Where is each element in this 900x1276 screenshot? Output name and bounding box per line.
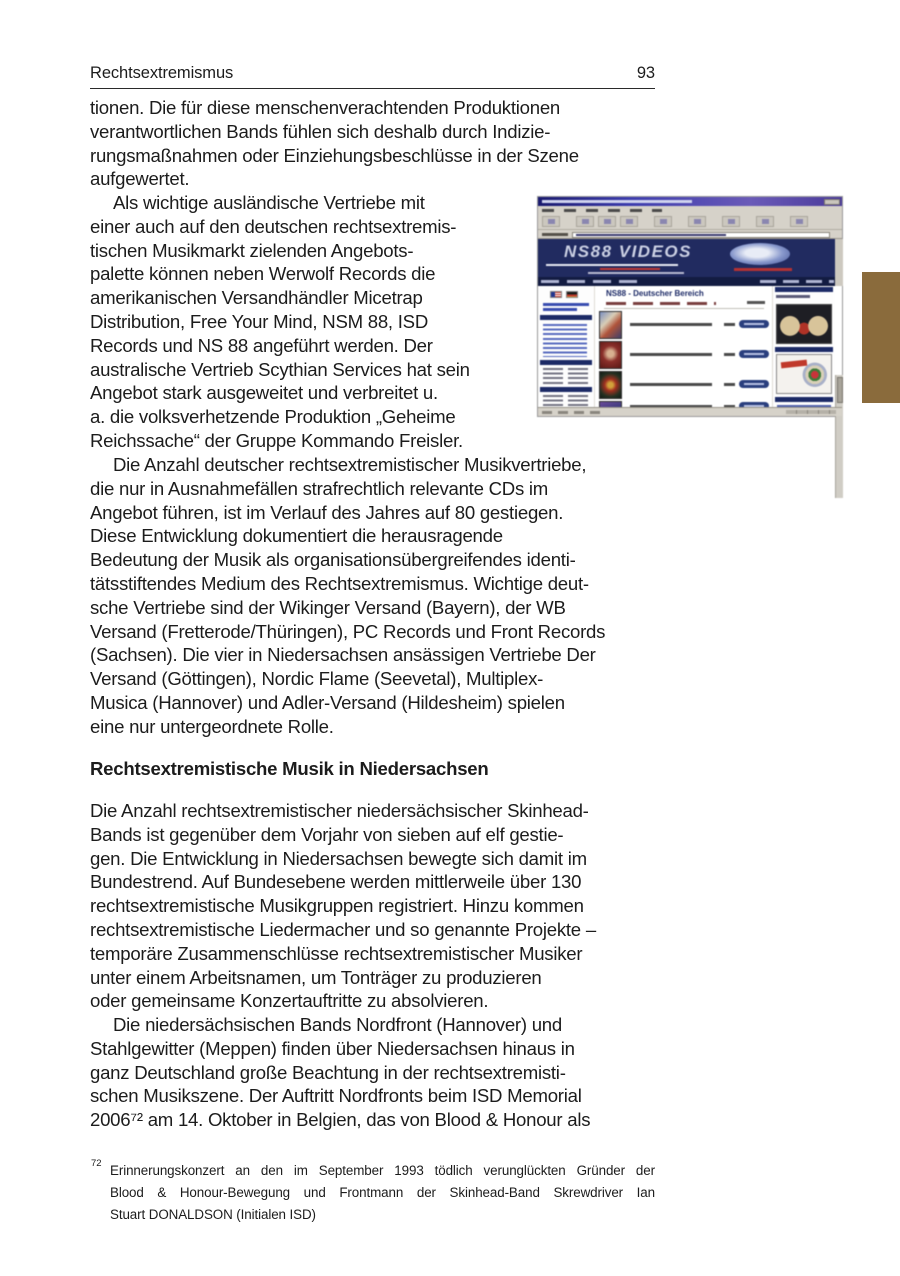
- order-button: [739, 350, 769, 358]
- chapter-edge-tab: [862, 272, 900, 403]
- sidebar-section-header: [540, 315, 592, 320]
- paragraph-2: Als wichtige ausländische Vertriebe mit einer auch auf den deutschen rechtsextremis- tischen Musikmarkt zielenden Angebots- palette können neben Werwolf Records die amerikanischen Versandhändler Micetrap Distribution, Free Your Mind, NSM 88, ISD Records und NS 88 angeführt werden. Der australische Vertrieb Scythian Services hat sein Angebot stark ausgeweitet und verbreitet u. a. die volksverhetzende Produktion „Geheime Reichssache“ der Gruppe Kommando Freisler.: [90, 192, 470, 451]
- browser-toolbar: [538, 214, 842, 230]
- sidebar-link: [543, 308, 577, 311]
- product-title: [630, 383, 712, 386]
- browser-title-bar: [538, 197, 842, 206]
- page-header: [90, 64, 655, 89]
- sidebar-section-header: [540, 360, 592, 365]
- sidebar-two-column-list: [568, 395, 588, 407]
- site-content: [538, 286, 842, 409]
- us-flag-icon: [550, 291, 562, 298]
- header-page-number: 93: [636, 64, 655, 82]
- order-button: [739, 320, 769, 328]
- nav-links-right: [760, 280, 834, 283]
- banner-tagline-2: [588, 272, 684, 275]
- browser-status-bar: [538, 407, 842, 416]
- window-control-buttons: [824, 199, 840, 205]
- sidebar-section-header: [540, 387, 592, 392]
- product-thumbnail: [599, 341, 622, 369]
- site-banner: [538, 239, 842, 277]
- website-screenshot-figure: [537, 196, 843, 417]
- sidebar-two-column-list: [543, 368, 563, 385]
- product-price: [724, 383, 735, 386]
- scrollbar-thumb: [837, 377, 843, 403]
- german-flag-icon: [566, 291, 578, 298]
- sidebar-section-header: [775, 347, 833, 352]
- header-section-title: Rechtsextremismus: [90, 64, 234, 82]
- footnote-text: Erinnerungskonzert an den im September 1993 tödlich verunglückten Gründer der Blood & Honour-Bewegung und Frontmann der Skinhead-Band Skrewdriver Ian Stuart DONALDSON (Initialen ISD): [110, 1163, 655, 1223]
- status-zone-icons: [786, 410, 836, 414]
- url-text: [576, 234, 726, 236]
- page-indicator: [747, 301, 765, 304]
- search-button-icon: [688, 216, 706, 227]
- album-cover-image: [776, 354, 832, 394]
- sidebar-section-header: [775, 397, 833, 402]
- sidebar-two-column-list: [568, 368, 588, 385]
- site-main-area: [596, 286, 771, 409]
- status-text: [542, 411, 602, 414]
- site-left-sidebar: [538, 286, 595, 409]
- paragraph-4: Die Anzahl rechtsextremistischer niedersächsischer Skinhead- Bands ist gegenüber dem Vorjahr von sieben auf elf gestie- gen. Die Entwicklung in Niedersachsen bewegte sich damit im Bundestrend. Auf Bundesebene werden mittlerweile über 130 rechtsextremistische Musikgruppen registriert. Hinzu kommen rechtsextremistische Liedermacher und so genannte Projekte – temporäre Zusammenschlüsse rechtsextremistischer Musiker unter einem Arbeitsnamen, um Tonträger zu produzieren oder gemeinsame Konzertauftritte zu absolvieren.: [90, 800, 596, 1012]
- home-button-icon: [654, 216, 672, 227]
- logo-caption: [734, 268, 792, 271]
- footnote-marker: 72: [91, 1158, 102, 1169]
- content-divider: [604, 308, 764, 309]
- page-scrollbar: [835, 375, 843, 498]
- browser-menu-bar: [538, 206, 842, 214]
- paragraph-3: Die Anzahl deutscher rechtsextremistischer Musikvertriebe, die nur in Ausnahmefällen strafrechtlich relevante CDs im Angebot führen, ist im Verlauf des Jahres auf 80 gestiegen. Diese Entwicklung dokumentiert die herausragende Bedeutung der Musik als organisationsübergreifendes identi- tätsstiftendes Medium des Rechtsextremismus. Wichtige deut- sche Vertriebe sind der Wikinger Versand (Bayern), der WB Versand (Fretterode/Thüringen), PC Records und Front Records (Sachsen). Die vier in Niedersachsen ansässigen Vertriebe Der Versand (Göttingen), Nordic Flame (Seevetal), Multiplex- Musica (Hannover) und Adler-Versand (Hildesheim) spielen eine nur untergeordnete Rolle.: [90, 454, 606, 737]
- content-subline: [606, 302, 716, 305]
- menu-items: [542, 209, 662, 212]
- print-button-icon: [790, 216, 808, 227]
- product-row: [596, 340, 771, 370]
- stop-button-icon: [598, 216, 616, 227]
- product-thumbnail: [599, 371, 622, 399]
- address-label: [542, 233, 568, 236]
- refresh-button-icon: [620, 216, 638, 227]
- product-thumbnail: [599, 311, 622, 339]
- product-row: [596, 370, 771, 400]
- product-title: [630, 323, 712, 326]
- footnote: [90, 1160, 655, 1227]
- forward-button-icon: [576, 216, 594, 227]
- banner-tagline-1: [600, 268, 660, 271]
- sidebar-link-list: [543, 324, 587, 357]
- product-title: [630, 353, 712, 356]
- product-row: [596, 310, 771, 340]
- site-right-sidebar: [772, 286, 834, 409]
- favorites-button-icon: [722, 216, 740, 227]
- browser-address-bar: [538, 230, 842, 239]
- sidebar-two-column-list: [543, 395, 563, 407]
- sidebar-text: [776, 295, 810, 298]
- address-input: [572, 232, 830, 238]
- sidebar-link: [543, 303, 589, 306]
- paragraph-1: tionen. Die für diese menschenverachtenden Produktionen verantwortlichen Bands fühlen sich deshalb durch Indizie- rungsmaßnahmen oder Einziehungsbeschlüsse in der Szene aufgewertet.: [90, 97, 579, 190]
- product-price: [724, 353, 735, 356]
- album-cover-image: [776, 304, 832, 344]
- section-heading: Rechtsextremistische Musik in Niedersachsen: [90, 758, 489, 779]
- order-button: [739, 380, 769, 388]
- site-banner-title: NS88 VIDEOS: [564, 242, 692, 261]
- banner-underline: [546, 264, 678, 266]
- site-content-heading: NS88 - Deutscher Bereich: [606, 289, 704, 298]
- red-logo-text: [781, 360, 807, 369]
- product-price: [724, 323, 735, 326]
- site-nav-strip: [538, 277, 842, 286]
- nav-links-left: [541, 280, 637, 283]
- window-scrollbar: [835, 239, 843, 286]
- back-button-icon: [542, 216, 560, 227]
- history-button-icon: [756, 216, 774, 227]
- paragraph-5: Die niedersächsischen Bands Nordfront (Hannover) und Stahlgewitter (Meppen) finden über Niedersachsen hinaus in ganz Deutschland große Beachtung in der rechtsextremisti- schen Musikszene. Der Auftritt Nordfronts beim ISD Memorial 2006⁷² am 14. Oktober in Belgien, das von Blood & Honour als: [90, 1014, 591, 1131]
- sidebar-section-header: [775, 287, 833, 292]
- globe-logo-icon: [730, 243, 790, 265]
- browser-title-text: [542, 200, 692, 203]
